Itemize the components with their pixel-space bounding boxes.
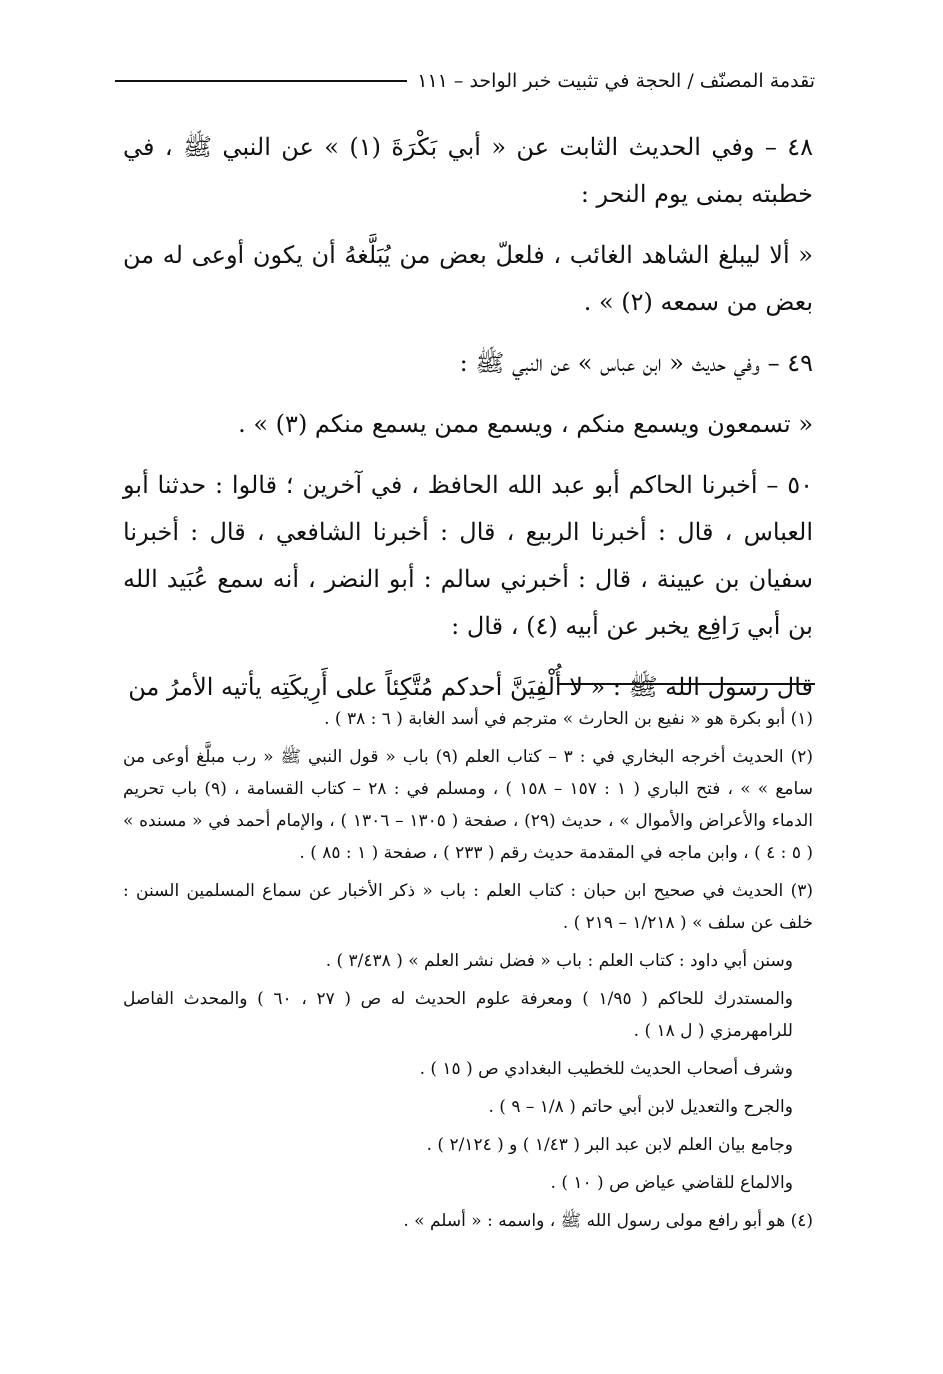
footnote-4: (٤) هو أبو رافع مولى رسول الله ﷺ ، واسمه : « أسلم » . [403,1211,813,1231]
running-header [115,70,815,92]
paragraph-49: ٤٩ – وفي حديث « ابن عباس » عن النبي ﷺ : [459,349,813,377]
footnote-3-continuation: وشرف أصحاب الحديث للخطيب البغدادي ص ( ١٥ ) . [419,1059,793,1079]
footnote-3-continuation: والمستدرك للحاكم ( ١/٩٥ ) ومعرفة علوم الحديث له ص ( ٢٧ ، ٦٠ ) والمحدث الفاصل للرامهرمزي ( ل ١٨ ) . [123,989,793,1041]
footnote-2: (٢) الحديث أخرجه البخاري في : ٣ – كتاب العلم (٩) باب « قول النبي ﷺ « رب مبلَّغ أوعى من سامع » » ، فتح الباري ( ١ : ١٥٧ – ١٥٨ ) ، ومسلم في : ٢٨ – كتاب القسامة ، (٩) باب تحريم الدماء والأعراض والأموال » ، حديث (٢٩) ، صفحة ( ١٣٠٥ – ١٣٠٦ ) ، والإمام أحمد في « مسنده » ( ٥ : ٤ ) ، وابن ماجه في المقدمة حديث رقم ( ٢٣٣ ) ، صفحة ( ١ : ٨٥ ) . [123,747,813,863]
footnote-3-continuation: وسنن أبي داود : كتاب العلم : باب « فضل نشر العلم » ( ٣/٤٣٨ ) . [325,951,793,971]
footnote-1: (١) أبو بكرة هو « نفيع بن الحارث » مترجم في أسد الغابة ( ٦ : ٣٨ ) . [324,709,813,729]
footnotes [123,703,813,1243]
footnote-3-continuation: والجرح والتعديل لابن أبي حاتم ( ١/٨ – ٩ ) . [488,1097,793,1117]
header-rule [115,80,407,82]
footnote-3: (٣) الحديث في صحيح ابن حبان : كتاب العلم : باب « ذكر الأخبار عن سماع المسلمين السنن : خلف عن سلف » ( ١/٢١٨ – ٢١٩ ) . [123,881,813,933]
main-text [123,124,813,725]
footnote-3-continuation: وجامع بيان العلم لابن عبد البر ( ١/٤٣ ) و ( ٢/١٢٤ ) . [426,1135,793,1155]
paragraph-49-quote: « تسمعون ويسمع منكم ، ويسمع ممن يسمع منكم (٣) » . [238,410,813,438]
running-header-title: تقدمة المصنّف / الحجة في تثبيت خبر الواحد – ١١١ [417,70,815,92]
footnote-3-continuation: والالماع للقاضي عياض ص ( ١٠ ) . [550,1173,793,1193]
paragraph-50-quote: قال رسول الله ﷺ : « لا أُلْفِيَنَّ أحدكم مُتَّكِئاً على أَرِيكَتِه يأتيه الأمرُ من [128,673,813,701]
footnote-divider [557,683,815,685]
paragraph-48: ٤٨ – وفي الحديث الثابت عن « أبي بَكْرَةَ (١) » عن النبي ﷺ ، في خطبته بمنى يوم النحر : [123,133,814,208]
paragraph-48-quote: « ألا ليبلغ الشاهد الغائب ، فلعلّ بعض من يُبَلَّغهُ أن يكون أوعى له من بعض من سمعه (٢) » . [123,241,813,316]
paragraph-50: ٥٠ – أخبرنا الحاكم أبو عبد الله الحافظ ، في آخرين ؛ قالوا : حدثنا أبو العباس ، قال : أخبرنا الربيع ، قال : أخبرنا الشافعي ، قال : أخبرنا سفيان بن عيينة ، قال : أخبرني سالم : أبو النضر ، أنه سمع عُبَيد الله بن أبي رَافِع يخبر عن أبيه (٤) ، قال : [123,471,813,640]
